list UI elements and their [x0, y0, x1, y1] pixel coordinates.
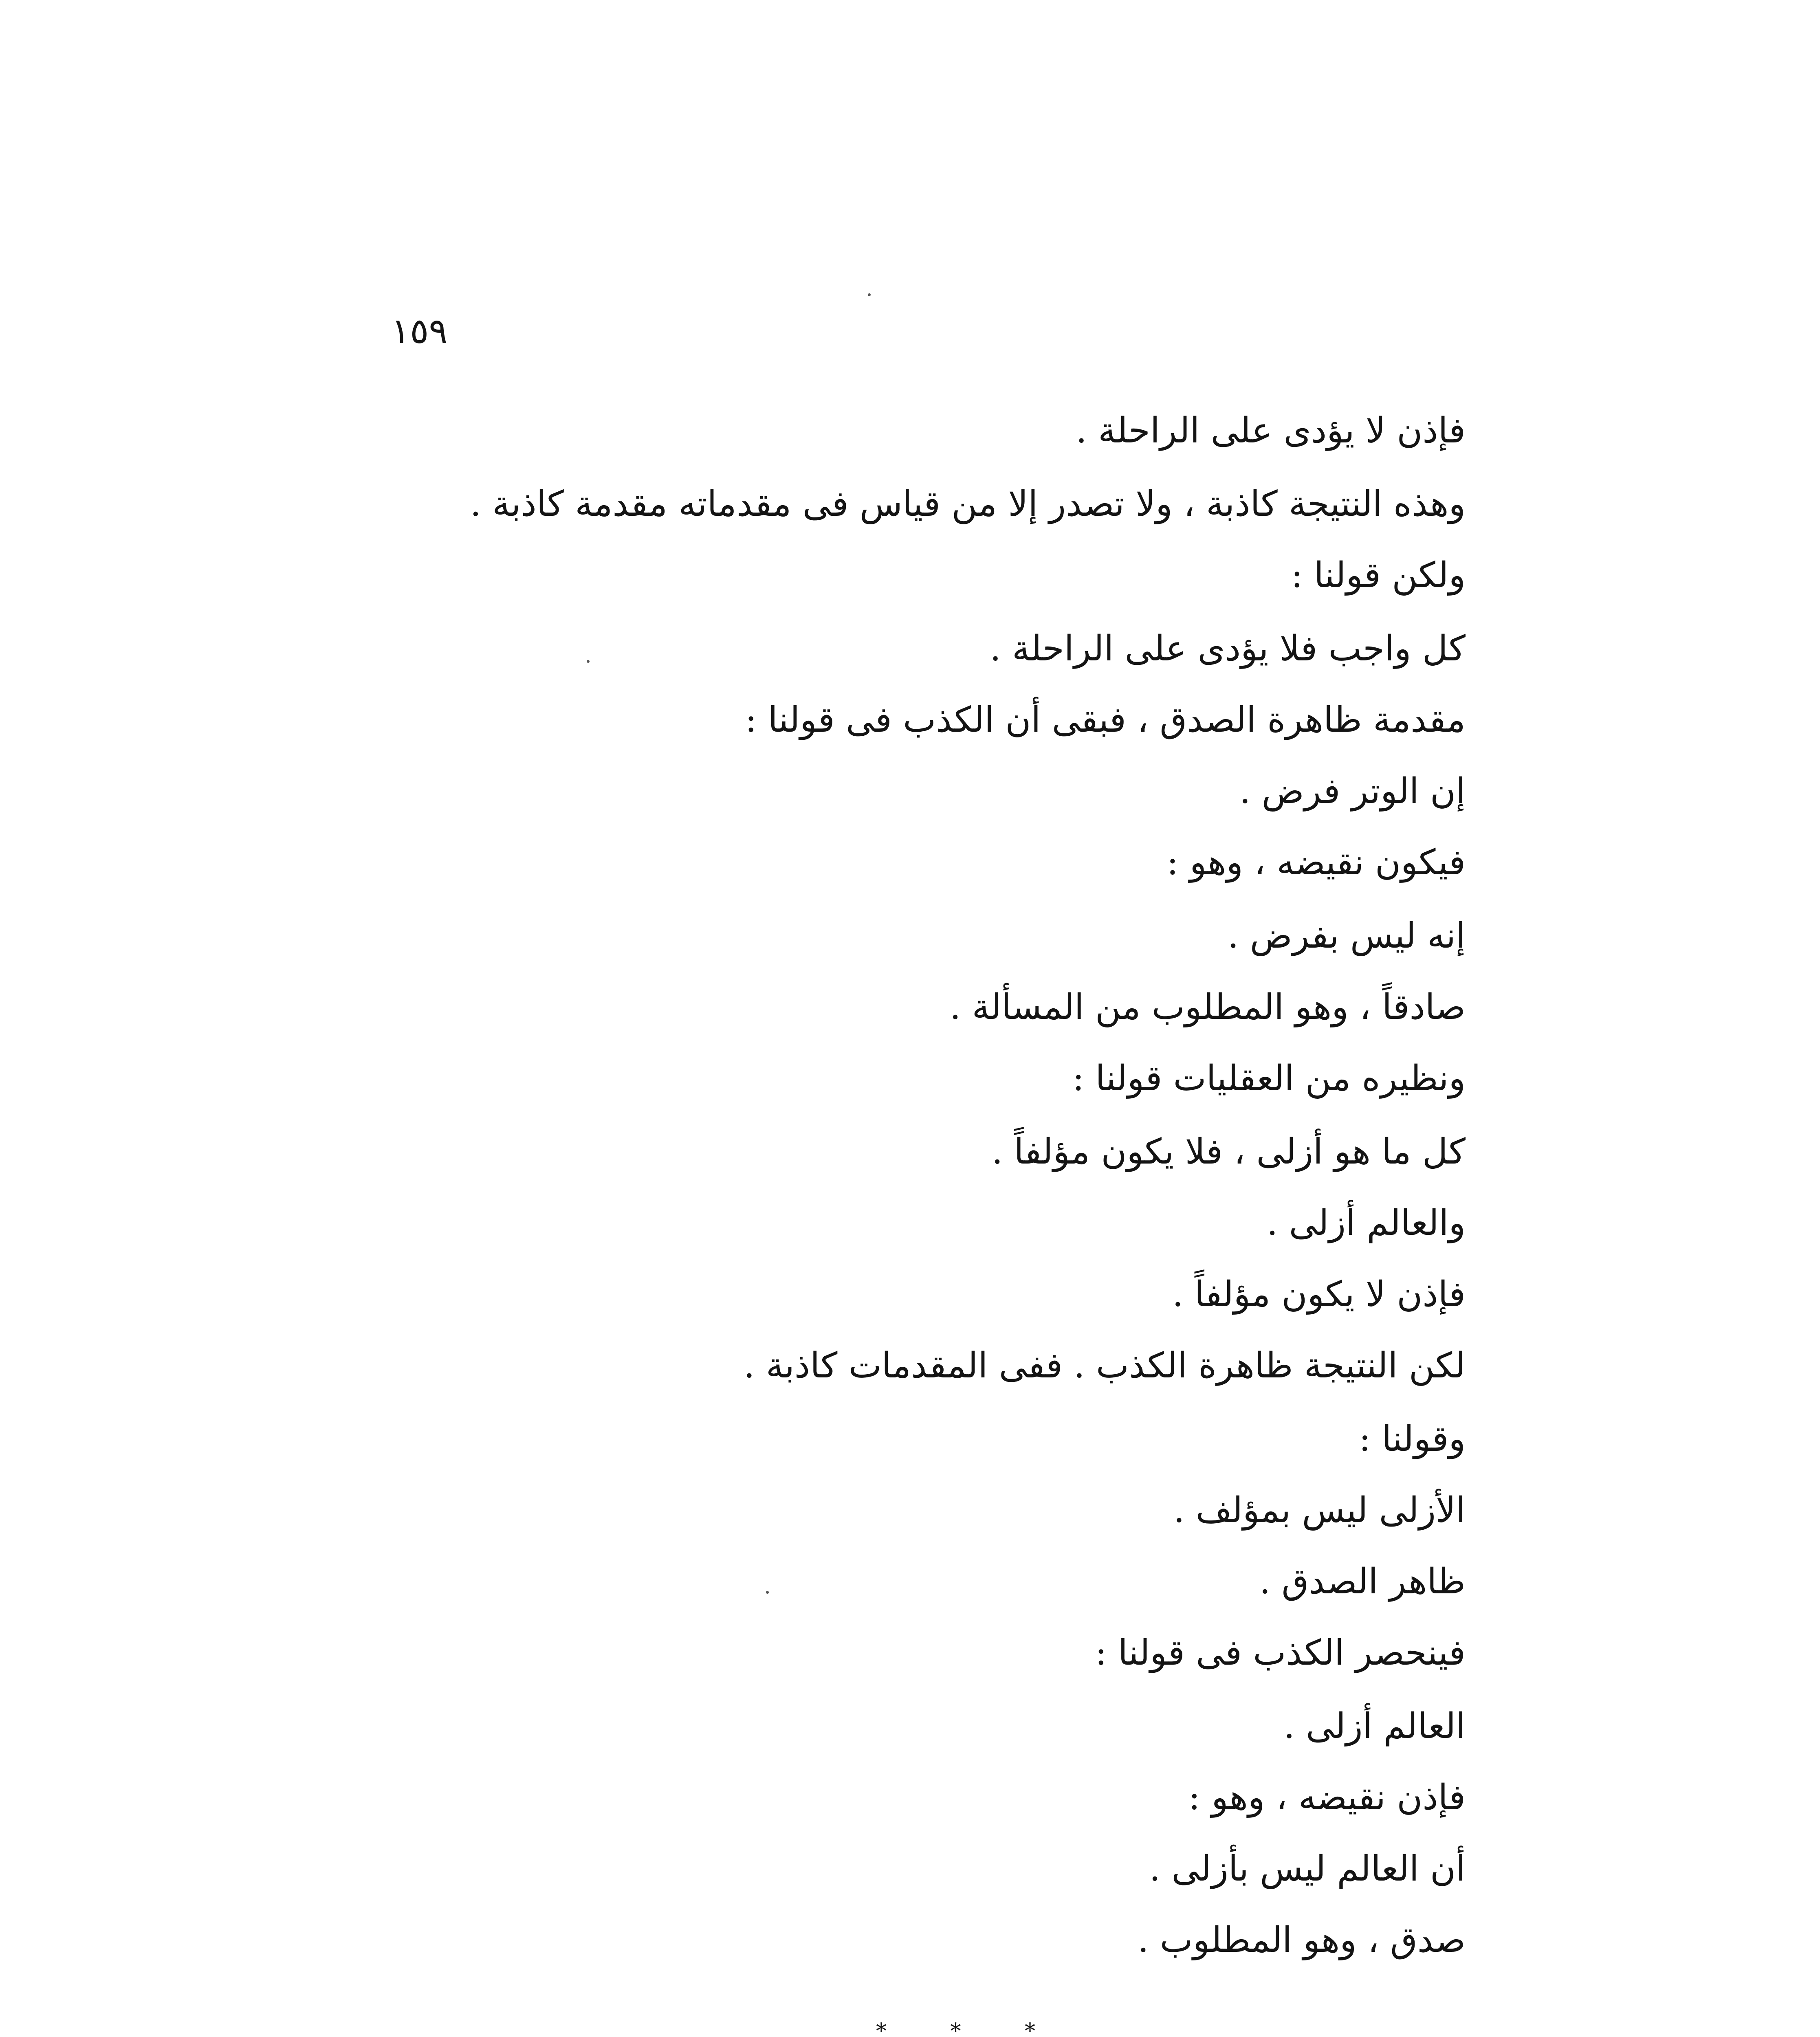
text-line: فيكون نقيضه ، وهو : — [1166, 842, 1466, 883]
text-line: ونظيره من العقليات قولنا : — [1072, 1058, 1466, 1099]
text-line: إن الوتر فرض . — [1239, 771, 1466, 812]
text-line: الأزلى ليس بمؤلف . — [1173, 1490, 1466, 1531]
text-line: فإذن لا يكون مؤلفاً . — [1172, 1274, 1466, 1315]
text-line: والعالم أزلى . — [1266, 1203, 1466, 1243]
text-line: وقولنا : — [1359, 1419, 1466, 1459]
text-line: ولكن قولنا : — [1291, 555, 1466, 596]
text-line: كل ما هو أزلى ، فلا يكون مؤلفاً . — [991, 1131, 1466, 1172]
section-ornament: * * * — [876, 2019, 1064, 2037]
text-line: فينحصر الكذب فى قولنا : — [1095, 1632, 1466, 1673]
text-line: صدق ، وهو المطلوب . — [1138, 1920, 1466, 1960]
text-line: كل واجب فلا يؤدى على الراحلة . — [990, 628, 1466, 669]
text-line: أن العالم ليس بأزلى . — [1149, 1848, 1466, 1889]
text-line: العالم أزلى . — [1283, 1706, 1466, 1747]
text-line: فإذن نقيضه ، وهو : — [1188, 1777, 1466, 1818]
text-line: مقدمة ظاهرة الصدق ، فبقى أن الكذب فى قولنا : — [745, 700, 1466, 740]
scan-speck — [766, 1591, 769, 1594]
text-line: وهذه النتيجة كاذبة ، ولا تصدر إلا من قياس فى مقدماته مقدمة كاذبة . — [470, 484, 1466, 524]
text-line: صادقاً ، وهو المطلوب من المسألة . — [949, 987, 1466, 1027]
scan-speck — [868, 293, 871, 296]
text-line: فإذن لا يؤدى على الراحلة . — [1076, 410, 1466, 451]
page-number: ١٥٩ — [391, 311, 448, 352]
text-line: إنه ليس بفرض . — [1228, 915, 1466, 956]
text-line: ظاهر الصدق . — [1259, 1561, 1466, 1602]
scan-speck — [587, 660, 590, 663]
text-line: لكن النتيجة ظاهرة الكذب . ففى المقدمات كاذبة . — [744, 1345, 1466, 1386]
